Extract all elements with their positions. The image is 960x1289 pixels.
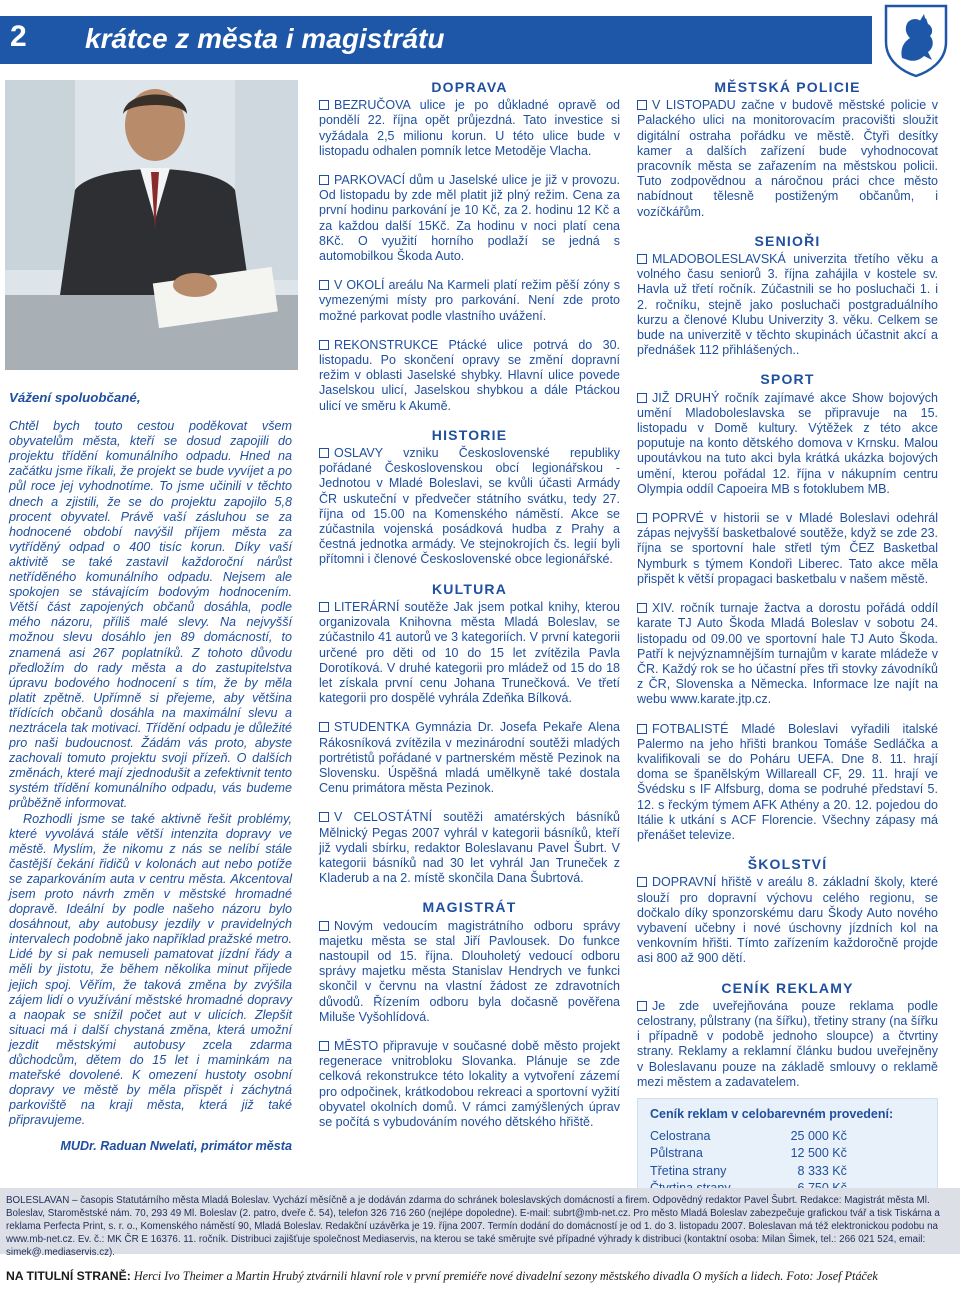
heading-skolstvi: ŠKOLSTVÍ [747, 856, 828, 873]
heading-magistrat: MAGISTRÁT [422, 899, 517, 916]
lion-crest-icon [878, 2, 954, 78]
checkbox-bullet-icon [637, 877, 647, 887]
news-item: REKONSTRUKCE Ptácké ulice potrvá do 30. listopadu. Po skončení opravy se změní dopravní režim v oblasti Jaselské shybky. Hlavní ulice povede Jaselskou ulicí, Jaselskou shybkou a dále Ptáckou ulicí ve směru k Akumě. [319, 337, 620, 413]
checkbox-bullet-icon [319, 812, 329, 822]
news-item: MLADOBOLESLAVSKÁ univerzita třetího věku a volného času seniorů 3. října zahájila v kostele sv. Havla už třetí ročník. Zúčastnili se ho posluchači 1. i 2. ročníku, stejně jako posluchači postgraduálního kurzu a členové Klubu Univerzity 3. věku. Celkem se bude na univerzitě v těchto skupinách účastnit akcí a přednášek 112 přihlášených.. [637, 252, 938, 358]
news-item: Je zde uveřejňována pouze reklama podle celostrany, půlstrany (na šířku), třetiny strany (na šířku i případně v podobě jednoho sloupce) a čtvrtiny strany. Reklamy a reklamní článku budou uveřejněny v Boleslavanu pouze na základě smlouvy o reklamě mezi městem a zadavatelem. [637, 998, 938, 1089]
news-item: DOPRAVNÍ hřiště v areálu 8. základní školy, které slouží pro dopravní výchovu celého regionu, se dočkalo díky sponzorskému daru Škody Auto nového vybavení učebny i nové úschovny jízdních kol na venkovním hřišti. Tímto zařízením každoročně projde asi 800 až 900 dětí. [637, 875, 938, 966]
checkbox-bullet-icon [319, 722, 329, 732]
news-item: BEZRUČOVA ulice je po důkladné opravě od pondělí 22. října opět průjezdná. Tato investice si vyžádala 2,5 milionu korun. U této ulice bude v listopadu odhalen pomník letce Metoděje Vlacha. [319, 98, 620, 158]
letter-paragraph: Chtěl bych touto cestou poděkovat všem obyvatelům města, kteří se dosud zapojili do projektu třídění komunálního odpadu. Hned na začátku jsme říkali, že projekt se bude vyvíjet a po půl roce jej vyhodnotíme. To jsme učinili v těchto dnech a zjistili, že se do projektu zapojilo 5,8 procent obyvatel. Právě vaší zásluhou se za hodnocené období navýšil příjem města za vytříděný odpad o 400 tisíc korun. Díky vaší aktivitě se také zastavil každoroční nárůst netříděného komunálního odpadu. Nejsem ale spokojen se stávajícím bodovým hodnocením. Větší část zapojených občanů dosáhla, podle mého názoru, příliš malé slevy. Na nejvyšší možnou slevu dosáhlo jen 89 domácností, to znamená asi 267 poplatníků. Z tohoto důvodu předložím do rady města a do zastupitelstva úpravu bodového hodnocení s tím, že by měla platit zpětně. Upřímně si přejeme, aby většina třídících občanů dosáhla na maximální slevu a neztrácela tak motivaci. Třídění odpadu je důležité pro naši budoucnost. Žádám vás proto, abyste zachovali tomuto projektu svoji přízeň. O dalších změnách, které mají zjednodušit a zefektivnit tento systém třídění komunálního odpadu, vás budeme průběžně informovat. [9, 419, 292, 811]
checkbox-bullet-icon [319, 602, 329, 612]
section-title: krátce z města i magistrátu [85, 23, 445, 54]
checkbox-bullet-icon [319, 448, 329, 458]
price-table [650, 1128, 847, 1197]
letter-signature: MUDr. Raduan Nwelati, primátor města [60, 1138, 292, 1153]
news-item: POPRVÉ v historii se v Mladé Boleslavi odehrál zápas nejvyšší basketbalové soutěže, když se zde 23. října se sportovní hale střetl tým ČEZ Basketbal Nymburk s týmem Kondoři Liberec. Tato akce měla přispět k větší propagaci basketbalu v našem městě. [637, 511, 938, 586]
heading-historie: HISTORIE [431, 426, 508, 443]
letter-greeting: Vážení spoluobčané, [9, 390, 141, 405]
heading-cenik-reklamy: CENÍK REKLAMY [721, 979, 854, 996]
cover-text: Herci Ivo Theimer a Martin Hrubý ztvárnili hlavní role v první premiéře nové divadelní sezony městského divadla O myších a lidech. Foto: Josef Ptáček [133, 1269, 878, 1283]
checkbox-bullet-icon [319, 921, 329, 931]
checkbox-bullet-icon [319, 340, 329, 350]
news-item: MĚSTO připravuje v současné době město projekt regenerace vnitrobloku Slovanka. Plánuje se zde celková rekonstrukce této lokality a vytvoření zázemí pro odpočinek, krátkodobou rekreaci a sportovní vyžití obyvatel okolních domů. V rámci zamýšlených úprav se počítá s vybudováním nového dětského hřiště. [319, 1038, 620, 1129]
news-item: V OKOLÍ areálu Na Karmeli platí režim pěší zóny s vymezenými místy pro parkování. Není zde proto možné parkovat podle vlastního uvážení. [319, 278, 620, 323]
news-item: XIV. ročník turnaje žactva a dorostu pořádá oddíl karate TJ Auto Škoda Mladá Boleslav v sobotu 24. listopadu od 09.00 ve sportovní hale TJ Auto Škoda. Patří k nejvýznamnějším turnajům v karate mládeže v ČR. Každý rok se ho účastní přes tři stovky závodníků z ČR, Slovenska a Německa. Informace lze najít na webu www.karate.jtp.cz. [637, 601, 938, 707]
table-row: Půlstrana 12 500 Kč [650, 1146, 847, 1161]
news-item: FOTBALISTÉ Mladé Boleslavi vyřadili italské Palermo na jeho hřišti brankou Tomáše Sedláčka a kvalifikovali se do Poháru UEFA. Dne 8. 11. hrají doma se španělským Willareall CF, 29. 11. hrají ve Švédsku s IF Alfsburg, doma se podruhé představí 5. 12. s řeckým týmem AFK Athény a 20. 12. pojedou do Itálie k utkání s ACF Florencie. Všechny zápasy má přenášet televize. [637, 721, 938, 842]
table-row: Celostrana 25 000 Kč [650, 1129, 847, 1144]
news-column-middle [319, 80, 620, 1144]
mayor-letter [9, 390, 292, 1154]
checkbox-bullet-icon [319, 175, 329, 185]
cover-label: NA TITULNÍ STRANĚ: [6, 1269, 131, 1283]
heading-policie: MĚSTSKÁ POLICIE [714, 79, 861, 95]
checkbox-bullet-icon [637, 254, 647, 264]
mayor-photo-illustration [5, 80, 298, 370]
news-item: Novým vedoucím magistrátního odboru správy majetku města se stal Jiří Pavlousek. Do funkce nastoupil od 15. října. Dlouholetý vedoucí odboru správy majetku města Stanislav Hendrych ve funkci skončil v červnu na vlastní žádost ze zdravotních důvodů. Řízením odboru byla dočasně pověřena Miluše Vyšohlídová. [319, 918, 620, 1024]
news-item: LITERÁRNÍ soutěže Jak jsem potkal knihy, kterou organizovala Knihovna města Mladá Boleslav, se zúčastnilo 41 autorů ve 3 kategoriích. V první kategorii určené pro děti od 10 do 15 let zvítězila Pavla Dorotíková. V druhé kategorii pro mládež od 15 do 18 let získala první cenu Johana Trunečková. Ve třetí kategorii pro dospělé vyhrála Zdeňka Bílková. [319, 599, 620, 706]
news-column-right [637, 80, 938, 1206]
checkbox-bullet-icon [637, 513, 647, 523]
heading-seniori: SENIOŘI [754, 232, 821, 249]
news-item: JIŽ DRUHÝ ročník zajímavé akce Show bojových umění Mladoboleslavska se připravuje na 15. listopadu v Domě kultury. Výtěžek z této akce poputuje na konto dětského domova v Krnsku. Malou upoutávkou na tuto akci byla krátká ukázka bojových umění, kterou pořádal 12. října v nákupním centru Olympia oddíl Capoeira MB s fotoklubem MB. [637, 390, 938, 496]
page-header [0, 0, 960, 78]
news-item: V CELOSTÁTNÍ soutěži amatérských básníků Mělnický Pegas 2007 vyhrál v kategorii básníků, kteří již vydali sbírku, redaktor Boleslavanu Pavel Šubrt. V kategorii básníků nad 30 let vyhrál Jan Truneček z Kladerub a na 2. místě skončila Dana Šubrtová. [319, 810, 620, 886]
news-item: OSLAVY vzniku Československé republiky pořádané Československou obcí legionářskou - Jednotou v Mladé Boleslavi, se kvůli účasti Armády ČR uskuteční v předvečer státního svátku, tedy 27. října od 15.00 na Komenského náměstí. Akce se zúčastnila vojenská posádková hudba z Prahy a čestná jednotka armády. Ve stejnokrojích čs. legií byli přítomni i členové Československé obce legionářské. [319, 446, 620, 567]
footer-imprint: BOLESLAVAN – časopis Statutárního města Mladá Boleslav. Vychází měsíčně a je dodáván zdarma do schránek boleslavských domácností a firem. Odpovědný redaktor Pavel Šubrt. Redakce: Magistrát města Ml. Boleslav, Staroměstské nám. 70, 293 49 Ml. Boleslav (2. patro, dveře č. 54), telefon 326 716 260 (nejlépe dopoledne). E-mail: subrt@mb-net.cz. Pro město Mladá Boleslav zabezpečuje grafickou tvář a tisk Tiskárna a reklama Perfecta Print, s. r. o., Komenského náměstí 90, Mladá Boleslav. Redakční uzávěrka je 19. října 2007. Termín dodání do domácností je od 1. do 3. listopadu 2007. Boleslavan má též elektronickou podobu na www.mb-net.cz. Ev. č.: MK ČR E 16376. 11. ročník. Distribuci zajišťuje společnost Mediaservis, na kterou se také směrujte své případné výhrady k distribuci (kontaktní osoba: Milan Šimek, tel.: 266 021 524, email: simek@.mediaservis.cz). [6, 1195, 940, 1258]
checkbox-bullet-icon [637, 393, 647, 403]
checkbox-bullet-icon [637, 603, 647, 613]
news-item: V LISTOPADU začne v budově městské policie v Palackého ulici na monitorovacím pracovišti sloužit digitální ostraha pořádku ve městě. Čtyři desítky kamer a dalších zařízení bude vyhodnocovat pracovník města se zařazením na městskou policii. Tuto zodpovědnou a náročnou práci chce město nabídnout tělesně postiženým občanům, i vozíčkářům. [637, 98, 938, 219]
mayor-photo [5, 80, 298, 370]
checkbox-bullet-icon [637, 1001, 647, 1011]
news-item: PARKOVACÍ dům u Jaselské ulice je již v provozu. Od listopadu by zde měl platit již plný režim. Cena za první hodinu parkování je 10 Kč, za 2. hodinu 12 Kč a za každou další 15Kč. Za hodinu v noci platí cena 8Kč. O využití horního podlaží se jedná s automobilkou Škoda Auto. [319, 173, 620, 264]
price-title: Ceník reklam v celobarevném provedení: [650, 1106, 894, 1121]
letter-paragraph: Rozhodli jsme se také aktivně řešit problémy, které vyvolává stále větší intenzita dopravy ve městě. Myslím, že nikomu z nás se nelíbí stále častější čekání řidičů v kolonách aut nebo potíže se zaparkováním auta v centru města. Akcentoval jsem proto návrh změn v městské hromadné dopravě. Ideální by podle našeho názoru bylo dosáhnout, aby autobusy jezdily v pravidelných intervalech podobně jako například pražské metro. Lidé by si pak nemuseli pamatovat jízdní řády a měli by jistotu, že během několika minut přijede jejich spoj. Věřím, že taková změna by zvýšila zájem lidí o využívání městské hromadné dopravy a naopak se snížil počet aut v ulicích. Zlepšit situaci má i další chystaná změna, která umožní jezdit městskými autobusy zcela zdarma důchodcům, dětem do 15 let i maminkám na mateřské dovolené. K omezení hustoty osobní dopravy ve městě by měla přispět i záchytná parkoviště na kraji města, která již také připravujeme. [9, 811, 292, 1128]
checkbox-bullet-icon [319, 1041, 329, 1051]
checkbox-bullet-icon [319, 100, 329, 110]
checkbox-bullet-icon [319, 280, 329, 290]
checkbox-bullet-icon [637, 100, 647, 110]
heading-kultura: KULTURA [431, 580, 508, 597]
cover-caption [6, 1269, 954, 1284]
heading-doprava: DOPRAVA [431, 79, 508, 95]
table-row: Třetina strany 8 333 Kč [650, 1163, 847, 1178]
page-number: 2 [10, 20, 27, 53]
news-item: STUDENTKA Gymnázia Dr. Josefa Pekaře Alena Rákosníková zvítězila v mezinárodní soutěži mladých portrétistů pořádané v partnerském městě Pezinok na Slovensku. Úspěšná mladá umělkyně také dostala Cenu primátora města Pezinok. [319, 720, 620, 796]
checkbox-bullet-icon [637, 724, 647, 734]
heading-sport: SPORT [760, 371, 815, 388]
